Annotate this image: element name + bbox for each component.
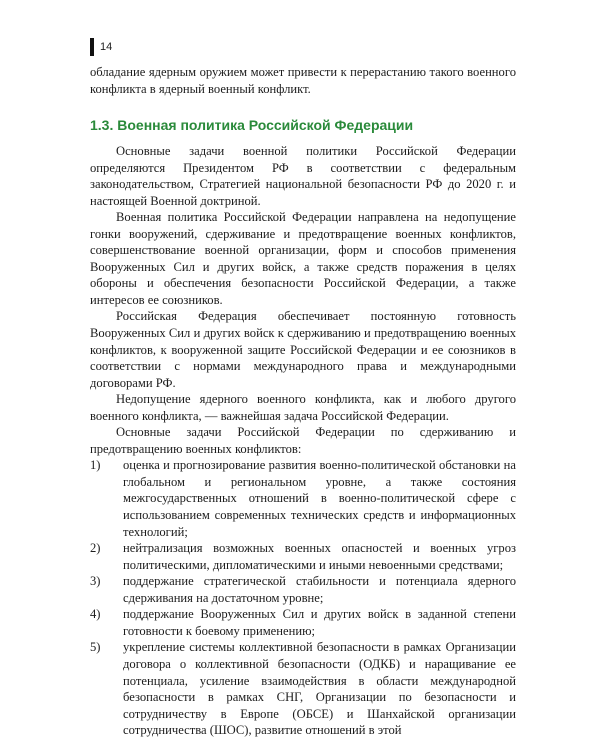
list-item (90, 457, 516, 540)
body-paragraph: Основные задачи Российской Федерации по сдерживанию и предотвращению военных конфликтов: (90, 425, 516, 456)
list-item (90, 639, 516, 738)
list-item-number: 3) (90, 574, 101, 589)
body-paragraph: Основные задачи военной политики Российской Федерации определяются Президентом РФ в соответствии с федеральным законодательством, Стратегией национальной безопасности РФ до 2020 г. и настоящей Военной доктриной. (90, 144, 516, 208)
body-paragraph: Российская Федерация обеспечивает постоянную готовность Вооруженных Сил и других войск к сдерживанию и предотвращению военных конфликтов, к вооруженной защите Российской Федерации и ее союзников в соответствии с нормами международного права и международными договорами РФ. (90, 309, 516, 390)
body-paragraph: Военная политика Российской Федерации направлена на недопущение гонки вооружений, сдерживание и предотвращение военных конфликтов, совершенствование военной организации, форм и способов применения Вооруженных Сил и других войск, а также средств поражения в целях обороны и обеспечения безопасности Российской Федерации, а также интересов ее союзников. (90, 210, 516, 307)
list-item-number: 5) (90, 640, 101, 655)
list-item (90, 573, 516, 606)
carry-over-text (90, 64, 516, 97)
list-item-text: оценка и прогнозирование развития военно-политической обстановки на глобальном и региональном уровне, а также состояния межгосударственных отношений в военно-политической сфере с использованием современных технических средств и информационных технологий; (123, 458, 516, 539)
list-item-number: 2) (90, 541, 101, 556)
list-item-text: поддержание стратегической стабильности и потенциала ядерного сдерживания на достаточном уровне; (123, 574, 516, 605)
tasks-list (90, 457, 516, 738)
page-marker-bar (90, 38, 94, 56)
section-body (90, 143, 516, 739)
page-number: 14 (100, 41, 113, 53)
carry-over-paragraph: обладание ядерным оружием может привести к перерастанию такого военного конфликта в ядерный военный конфликт. (90, 65, 516, 96)
list-item-text: поддержание Вооруженных Сил и других войск в заданной степени готовности к боевому применению; (123, 607, 516, 638)
list-item-text: нейтрализация возможных военных опасностей и военных угроз политическими, дипломатическими и иными невоенными средствами; (123, 541, 516, 572)
body-paragraph: Недопущение ядерного военного конфликта, как и любого другого военного конфликта, — важнейшая задача Российской Федерации. (90, 392, 516, 423)
page-header (90, 38, 112, 56)
list-item-number: 1) (90, 458, 101, 473)
list-item-text: укрепление системы коллективной безопасности в рамках Организации договора о коллективной безопасности (ОДКБ) и наращивание ее потенциала, усиление взаимодействия в области международной безопасности в рамках СНГ, Организации по безопасности и сотрудничеству в Европе (ОБСЕ) и Шанхайской организации сотрудничества (ШОС), развитие отношений в этой (123, 640, 516, 738)
section-heading: 1.3. Военная политика Российской Федерации (90, 117, 414, 133)
list-item-number: 4) (90, 607, 101, 622)
list-item (90, 540, 516, 573)
list-item (90, 606, 516, 639)
